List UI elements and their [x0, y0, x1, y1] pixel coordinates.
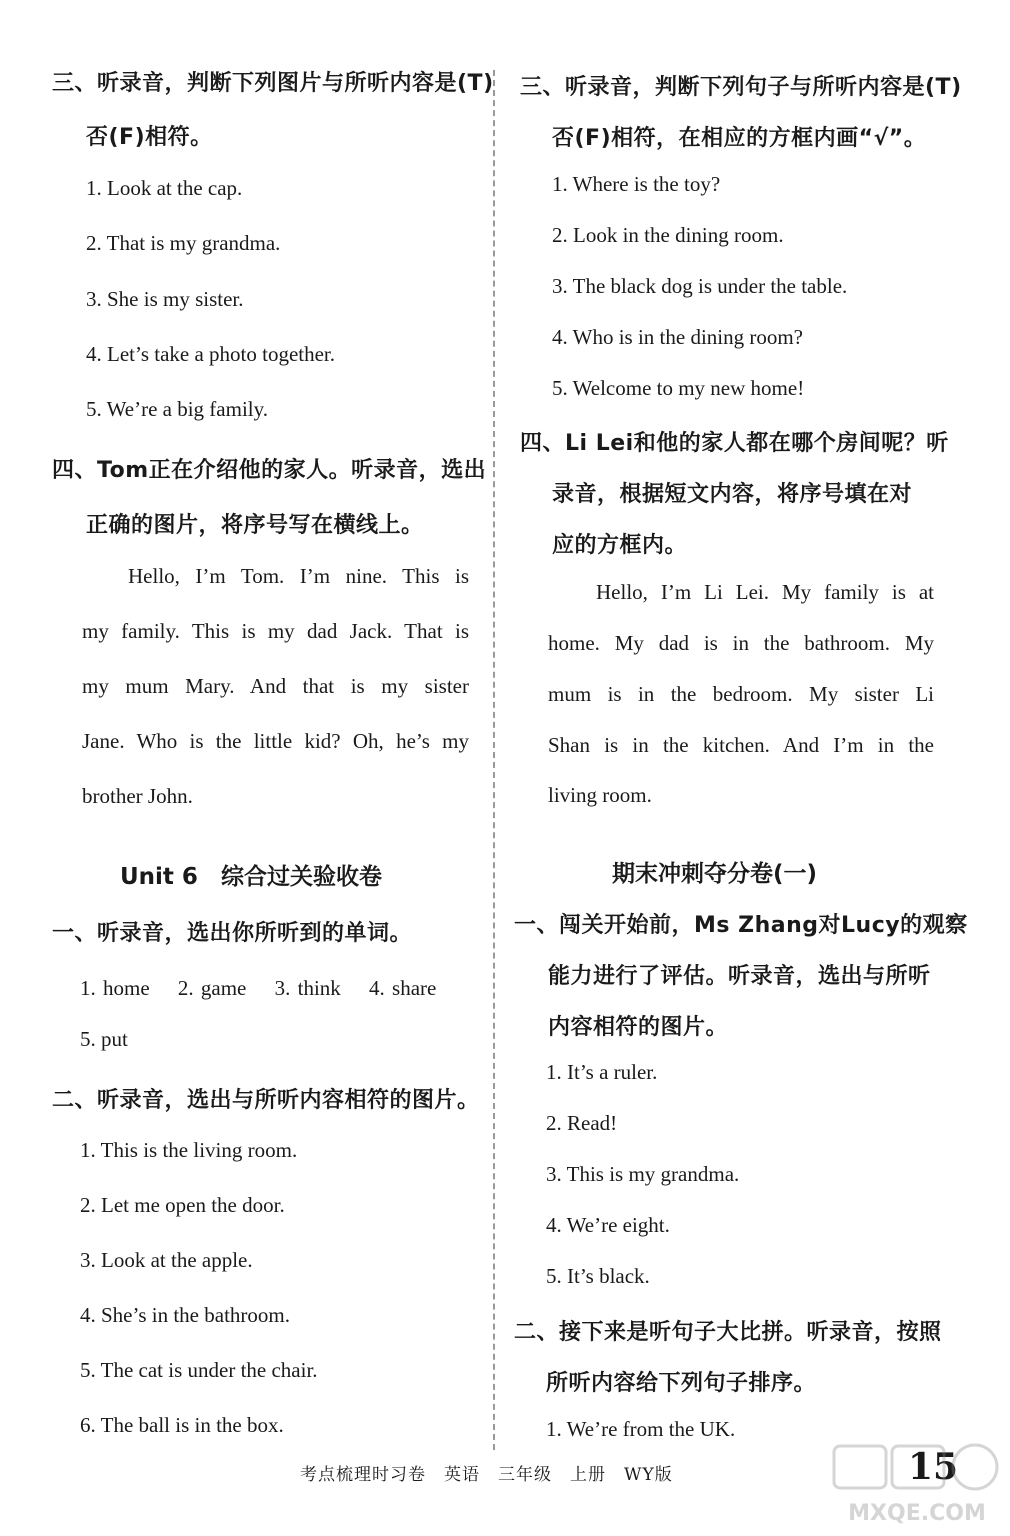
- list-item: 6. The ball is in the box.: [80, 1413, 284, 1437]
- passage-line: Hello, I’m Li Lei. My family is at: [596, 580, 934, 604]
- list-item: 1. It’s a ruler.: [546, 1060, 658, 1084]
- list-item: 3. Look at the apple.: [80, 1248, 253, 1272]
- section-1-heading: 一、听录音，选出你所听到的单词。: [52, 921, 413, 946]
- word-list-line: 1. home 2. game 3. think 4. share: [80, 976, 437, 1000]
- section-4-heading-cont: 录音，根据短文内容，将序号填在对: [552, 482, 913, 507]
- page-number: 15: [908, 1446, 959, 1488]
- list-item: 3. She is my sister.: [86, 287, 244, 311]
- list-item: 5. The cat is under the chair.: [80, 1358, 318, 1382]
- section-2-heading: 二、听录音，选出与所听内容相符的图片。: [52, 1088, 480, 1113]
- section-2-heading-cont: 所听内容给下列句子排序。: [546, 1371, 817, 1396]
- section-3-heading-cont: 否(F)相符。: [86, 125, 213, 150]
- svg-text:MXQE.COM: MXQE.COM: [848, 1501, 986, 1526]
- section-2-heading: 二、接下来是听句子大比拼。听录音，按照: [514, 1320, 942, 1345]
- list-item: 5. We’re a big family.: [86, 397, 268, 421]
- page-footer: 考点梳理时习卷 英语 三年级 上册 WY版: [300, 1465, 673, 1485]
- list-item: 2. That is my grandma.: [86, 231, 281, 255]
- section-4-heading-cont: 应的方框内。: [552, 533, 688, 558]
- list-item: 3. This is my grandma.: [546, 1162, 740, 1186]
- section-1-heading-cont: 内容相符的图片。: [548, 1015, 729, 1040]
- passage-line: Hello, I’m Tom. I’m nine. This is: [128, 564, 469, 588]
- passage-line: brother John.: [82, 784, 193, 808]
- list-item: 4. Who is in the dining room?: [552, 325, 804, 349]
- list-item: 1. We’re from the UK.: [546, 1417, 736, 1441]
- section-4-heading: 四、Li Lei和他的家人都在哪个房间呢？听: [520, 431, 949, 456]
- section-1-heading: 一、闯关开始前，Ms Zhang对Lucy的观察: [514, 913, 968, 938]
- section-4-heading-cont: 正确的图片，将序号写在横线上。: [86, 513, 424, 538]
- passage-line: mum is in the bedroom. My sister Li: [548, 682, 934, 706]
- list-item: 5. It’s black.: [546, 1264, 650, 1288]
- list-item: 3. The black dog is under the table.: [552, 274, 848, 298]
- list-item: 1. Where is the toy?: [552, 172, 721, 196]
- final-exam-title: 期末冲刺夺分卷(一): [612, 861, 818, 887]
- section-3-heading-cont: 否(F)相符，在相应的方框内画“√”。: [552, 126, 927, 151]
- passage-line: my mum Mary. And that is my sister: [82, 674, 469, 698]
- section-3-heading: 三、听录音，判断下列句子与所听内容是(T): [520, 75, 962, 100]
- section-3-heading: 三、听录音，判断下列图片与所听内容是(T): [52, 71, 494, 96]
- list-item: 1. Look at the cap.: [86, 176, 243, 200]
- section-1-heading-cont: 能力进行了评估。听录音，选出与所听: [548, 964, 931, 989]
- passage-line: Shan is in the kitchen. And I’m in the: [548, 733, 934, 757]
- list-item: 5. Welcome to my new home!: [552, 376, 805, 400]
- passage-line: Jane. Who is the little kid? Oh, he’s my: [82, 729, 469, 753]
- list-item: 4. We’re eight.: [546, 1213, 670, 1237]
- column-divider: [493, 70, 495, 1450]
- list-item: 1. This is the living room.: [80, 1138, 298, 1162]
- list-item: 2. Look in the dining room.: [552, 223, 784, 247]
- word-list-line: 5. put: [80, 1027, 128, 1051]
- list-item: 2. Let me open the door.: [80, 1193, 285, 1217]
- list-item: 4. She’s in the bathroom.: [80, 1303, 290, 1327]
- unit-6-title: Unit 6 综合过关验收卷: [120, 864, 382, 890]
- section-4-heading: 四、Tom正在介绍他的家人。听录音，选出: [52, 458, 487, 483]
- passage-line: my family. This is my dad Jack. That is: [82, 619, 469, 643]
- passage-line: living room.: [548, 783, 652, 807]
- list-item: 2. Read!: [546, 1111, 618, 1135]
- list-item: 4. Let’s take a photo together.: [86, 342, 336, 366]
- passage-line: home. My dad is in the bathroom. My: [548, 631, 934, 655]
